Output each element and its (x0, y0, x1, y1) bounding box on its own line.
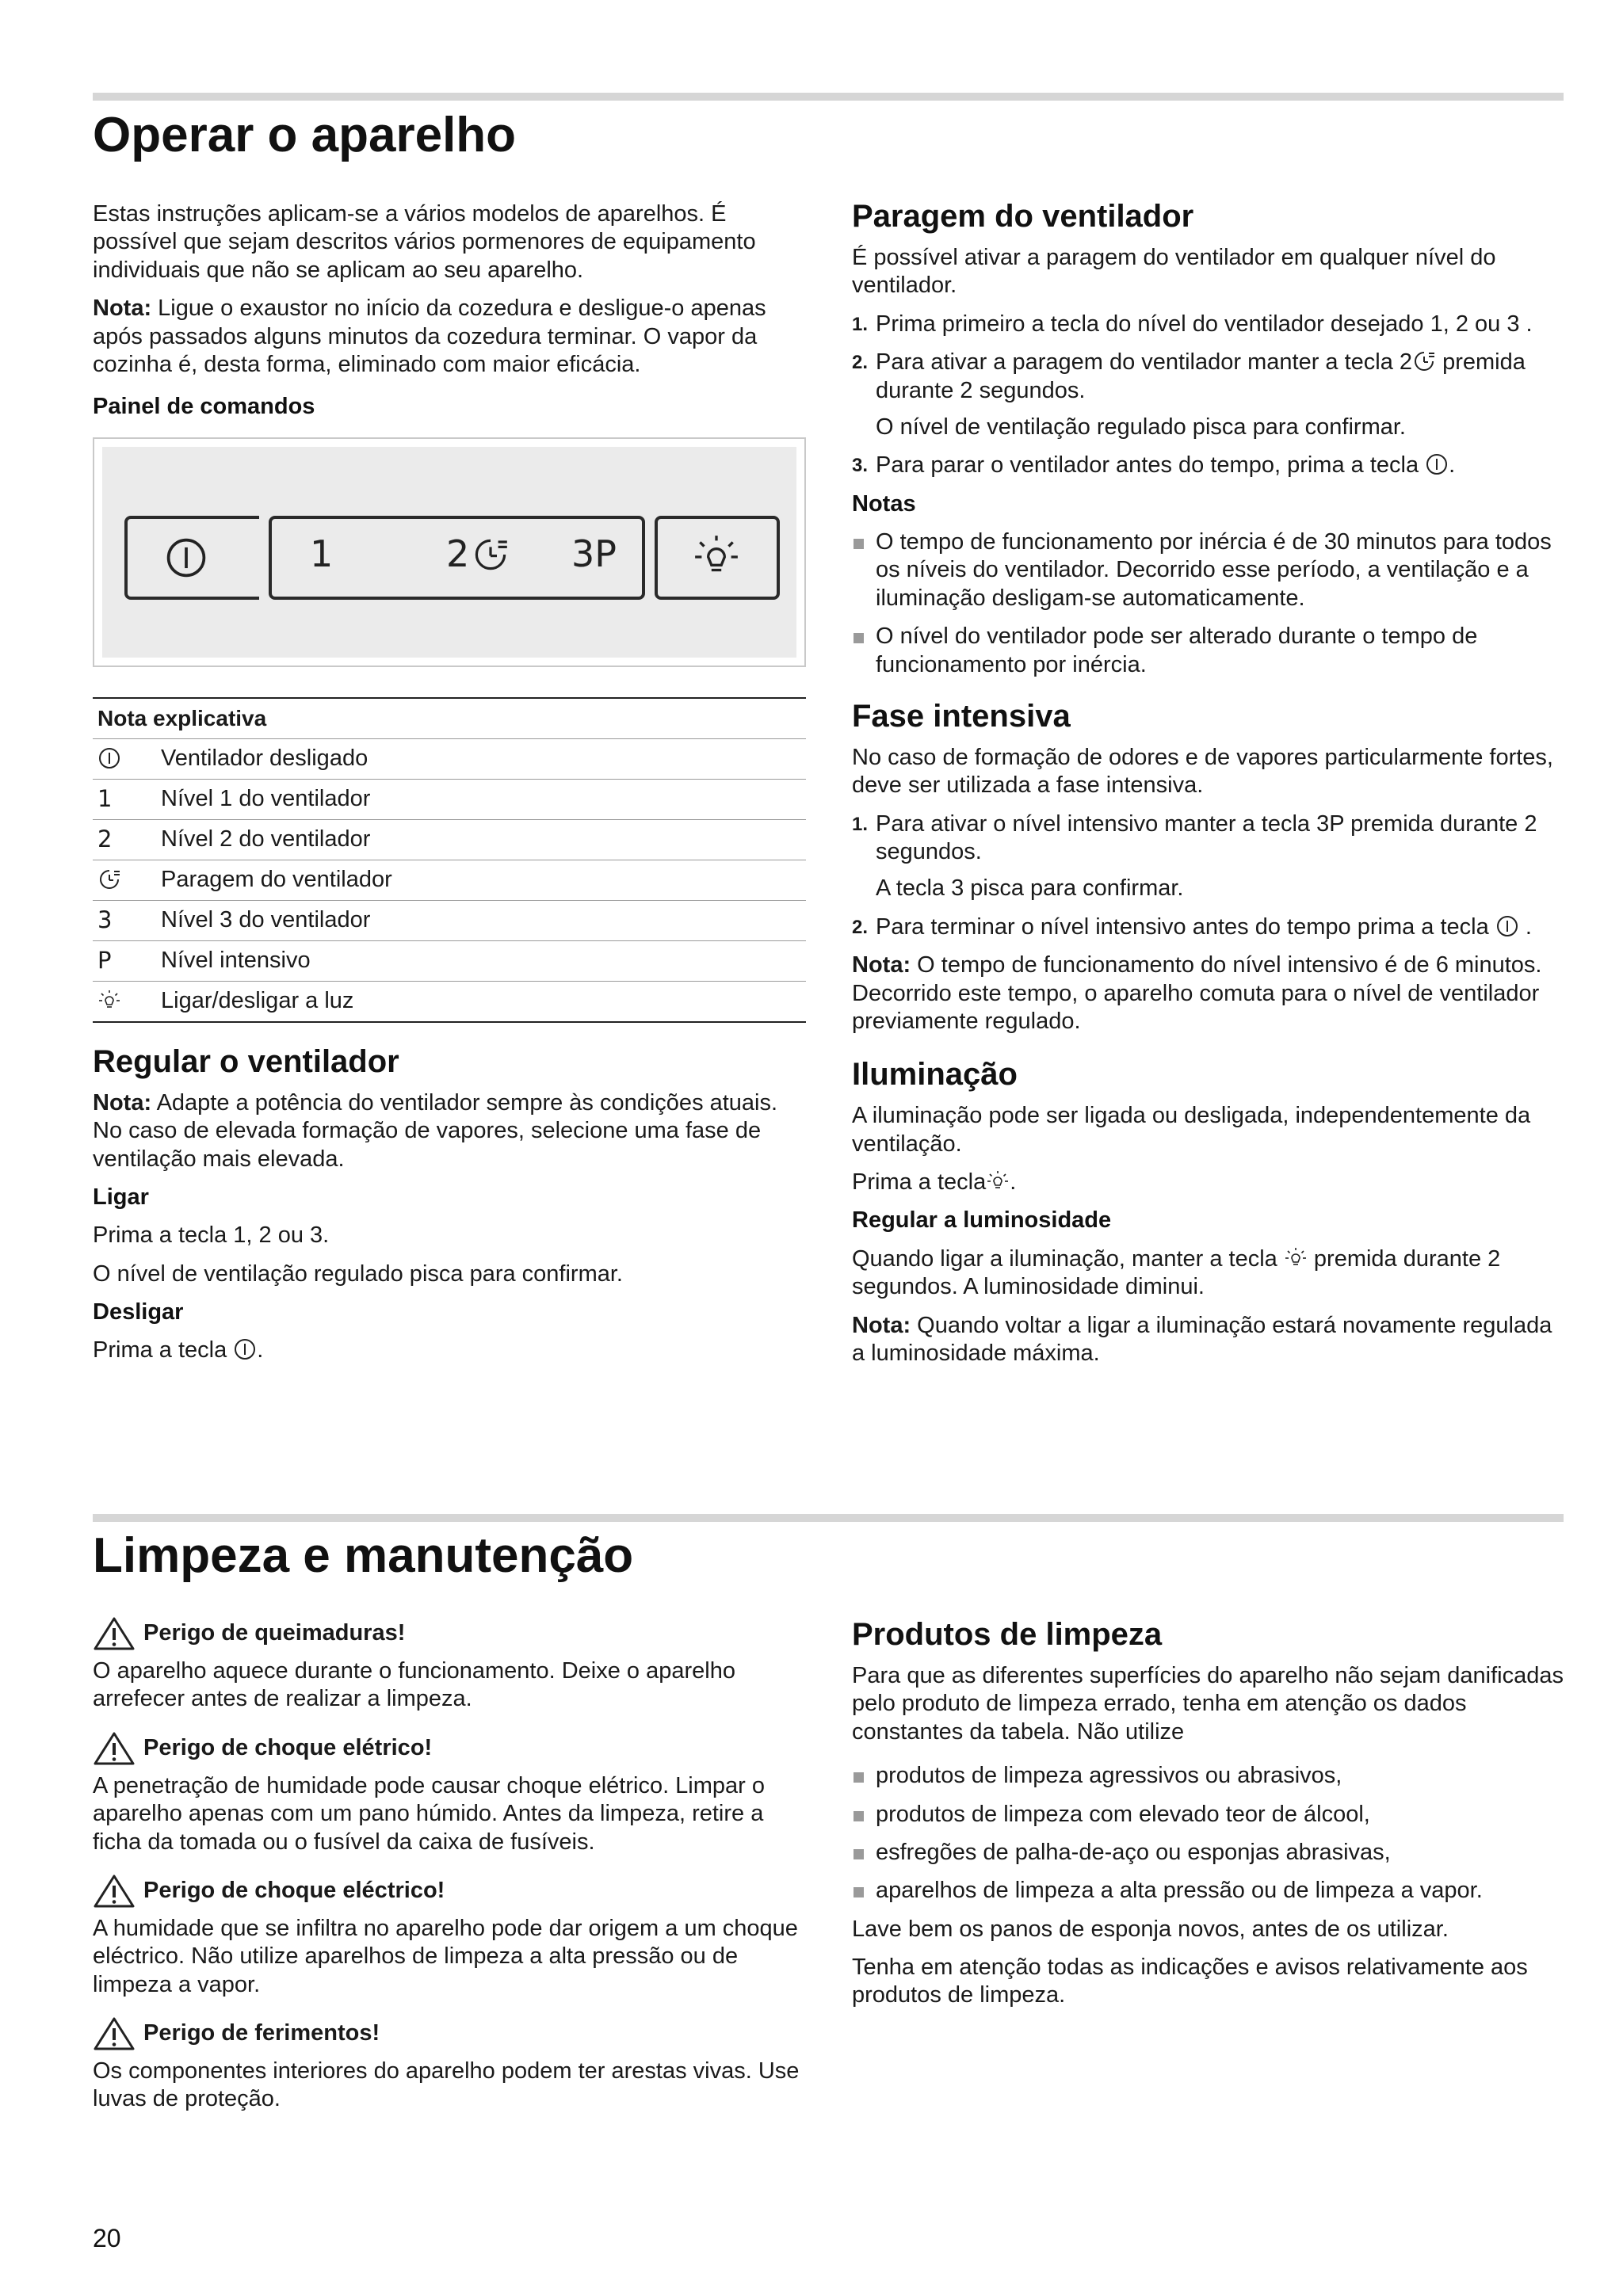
section-divider-bar (93, 1514, 1564, 1522)
section-divider-bar (93, 93, 1564, 101)
control-panel-figure (93, 437, 806, 667)
heading-produtos: Produtos de limpeza (852, 1617, 1163, 1652)
light-icon (692, 532, 741, 582)
key-level-2[interactable]: 2 (446, 532, 470, 575)
power-icon (1495, 914, 1519, 938)
paragem-intro: É possível ativar a paragem do ventilador em qualquer nível do ventilador. (852, 245, 1496, 299)
timer-icon (1412, 349, 1436, 373)
warning-text: A humidade que se infiltra no aparelho pode dar origem a um choque eléctrico. Não utilize aparelhos de limpeza a alta pressão ou de limpeza a vapor. (93, 1915, 798, 1997)
produtos-text: Lave bem os panos de esponja novos, antes de os utilizar. (852, 1916, 1449, 1942)
warning-heading: Perigo de choque eléctrico! (93, 1874, 806, 1909)
table-row: P Nível intensivo (93, 940, 806, 981)
table-row: Ligar/desligar a luz (93, 981, 806, 1022)
list-item: esfregões de palha-de-aço ou esponjas abrasivas, (852, 1839, 1565, 1867)
heading-paragem: Paragem do ventilador (852, 199, 1194, 234)
heading-regular-ventilador: Regular o ventilador (93, 1043, 399, 1079)
right-column-limpeza (852, 1616, 1565, 2020)
heading-ligar: Ligar (93, 1184, 149, 1210)
iluminacao-intro: A iluminação pode ser ligada ou desligada, independentemente da ventilação. (852, 1103, 1531, 1157)
intro-paragraph: Estas instruções aplicam-se a vários modelos de aparelhos. É possível que sejam descritos vários pormenores de equipamento individuais que não se aplicam ao seu aparelho. (93, 201, 756, 283)
heading-desligar: Desligar (93, 1299, 184, 1325)
warning-heading: Perigo de choque elétrico! (93, 1731, 806, 1766)
table-row: 3 Nível 3 do ventilador (93, 900, 806, 940)
list-item: 3. Para parar o ventilador antes do tempo, prima a tecla . (852, 452, 1456, 479)
warning-icon (93, 1616, 136, 1651)
list-item: 1. Prima primeiro a tecla do nível do ventilador desejado 1, 2 ou 3 . (852, 311, 1533, 337)
produtos-text: Tenha em atenção todas as indicações e avisos relativamente aos produtos de limpeza. (852, 1955, 1528, 2008)
warning-icon (93, 1731, 136, 1766)
right-column-operar (852, 198, 1565, 1378)
list-item: produtos de limpeza agressivos ou abrasivos, (852, 1762, 1565, 1790)
note-paragraph: Nota: Ligue o exaustor no início da cozedura e desligue-o apenas após passados alguns minutos da cozedura terminar. O vapor da cozinha é, desta forma, eliminado com maior eficácia. (93, 296, 766, 377)
table-row: Ventilador desligado (93, 738, 806, 779)
iluminacao-press: Prima a tecla . (852, 1169, 1017, 1195)
heading-fase-intensiva: Fase intensiva (852, 698, 1071, 734)
key-level-1[interactable]: 1 (310, 532, 334, 575)
key-level-3-intensive[interactable]: 3P (571, 532, 617, 575)
light-icon (97, 989, 121, 1013)
page-number: 20 (93, 2224, 121, 2252)
list-item: O tempo de funcionamento por inércia é de 30 minutos para todos os níveis do ventilador. Decorrido esse período, a ventilação e a iluminação desligam-se automaticamente. (852, 528, 1565, 612)
table-row: 2 Nível 2 do ventilador (93, 819, 806, 860)
power-icon (1425, 452, 1449, 476)
heading-notas: Notas (852, 490, 916, 517)
luminosidade-text: Quando ligar a iluminação, manter a tecla premida durante 2 segundos. A luminosidade diminui. (852, 1245, 1501, 1300)
warning-text: O aparelho aquece durante o funcionamento. Deixe o aparelho arrefecer antes de realizar a limpeza. (93, 1658, 735, 1712)
warning-text: A penetração de humidade pode causar choque elétrico. Limpar o aparelho apenas com um pano húmido. Antes da limpeza, retire a ficha da tomada ou o fusível da caixa de fusíveis. (93, 1772, 766, 1855)
power-icon (97, 746, 121, 770)
legend-header: Nota explicativa (93, 698, 806, 739)
desligar-text: Prima a tecla . (93, 1337, 264, 1363)
left-column-limpeza (93, 1616, 806, 2124)
power-icon (233, 1337, 257, 1361)
timer-icon (472, 536, 510, 574)
list-item: O nível do ventilador pode ser alterado durante o tempo de funcionamento por inércia. (852, 623, 1565, 679)
note-paragraph: Nota: Adapte a potência do ventilador sempre às condições atuais. No caso de elevada formação de vapores, selecione uma fase de ventilação mais elevada. (93, 1089, 778, 1172)
list-item: produtos de limpeza com elevado teor de álcool, (852, 1801, 1565, 1829)
paragem-steps (852, 311, 1565, 480)
warning-text: Os componentes interiores do aparelho podem ter arestas vivas. Use luvas de proteção. (93, 2058, 800, 2112)
intensiva-intro: No caso de formação de odores e de vapores particularmente fortes, deve ser utilizada a fase intensiva. (852, 744, 1553, 799)
section-title-limpeza: Limpeza e manutenção (93, 1528, 634, 1583)
power-icon (164, 536, 208, 580)
legend-table (93, 697, 806, 1023)
timer-icon (97, 868, 121, 891)
ligar-text: Prima a tecla 1, 2 ou 3. (93, 1222, 330, 1249)
produtos-intro: Para que as diferentes superfícies do aparelho não sejam danificadas pelo produto de limpeza errado, tenha em atenção os dados constantes da tabela. Não utilize (852, 1663, 1564, 1745)
warning-icon (93, 1874, 136, 1909)
list-item: 2. Para ativar a paragem do ventilador manter a tecla 2 premida durante 2 segundos. O nível de ventilação regulado pisca para confirmar. (852, 349, 1526, 440)
warning-icon (93, 2016, 136, 2051)
list-item: aparelhos de limpeza a alta pressão ou de limpeza a vapor. (852, 1877, 1565, 1905)
produtos-list (852, 1762, 1565, 1905)
heading-luminosidade: Regular a luminosidade (852, 1207, 1112, 1234)
section-title-operar: Operar o aparelho (93, 108, 517, 162)
control-panel (102, 447, 796, 658)
light-icon (1284, 1246, 1308, 1270)
notas-list (852, 528, 1565, 679)
note-paragraph: Nota: O tempo de funcionamento do nível intensivo é de 6 minutos. Decorrido este tempo, o aparelho comuta para o nível de ventilador previamente regulado. (852, 952, 1542, 1034)
list-item: 2. Para terminar o nível intensivo antes do tempo prima a tecla . (852, 913, 1532, 940)
panel-heading: Painel de comandos (93, 394, 315, 420)
warning-heading: Perigo de queimaduras! (93, 1616, 806, 1651)
light-icon (986, 1169, 1010, 1193)
heading-iluminacao: Iluminação (852, 1057, 1018, 1093)
warning-heading: Perigo de ferimentos! (93, 2016, 806, 2051)
table-row: Paragem do ventilador (93, 860, 806, 900)
list-item: 1. Para ativar o nível intensivo manter a tecla 3P premida durante 2 segundos. A tecla 3 pisca para confirmar. (852, 810, 1537, 902)
table-row: 1 Nível 1 do ventilador (93, 779, 806, 819)
intensiva-steps (852, 810, 1565, 942)
left-column-operar (93, 200, 806, 1375)
ligar-confirm-text: O nível de ventilação regulado pisca para confirmar. (93, 1261, 623, 1287)
note-paragraph: Nota: Quando voltar a ligar a iluminação estará novamente regulada a luminosidade máxima. (852, 1312, 1552, 1366)
